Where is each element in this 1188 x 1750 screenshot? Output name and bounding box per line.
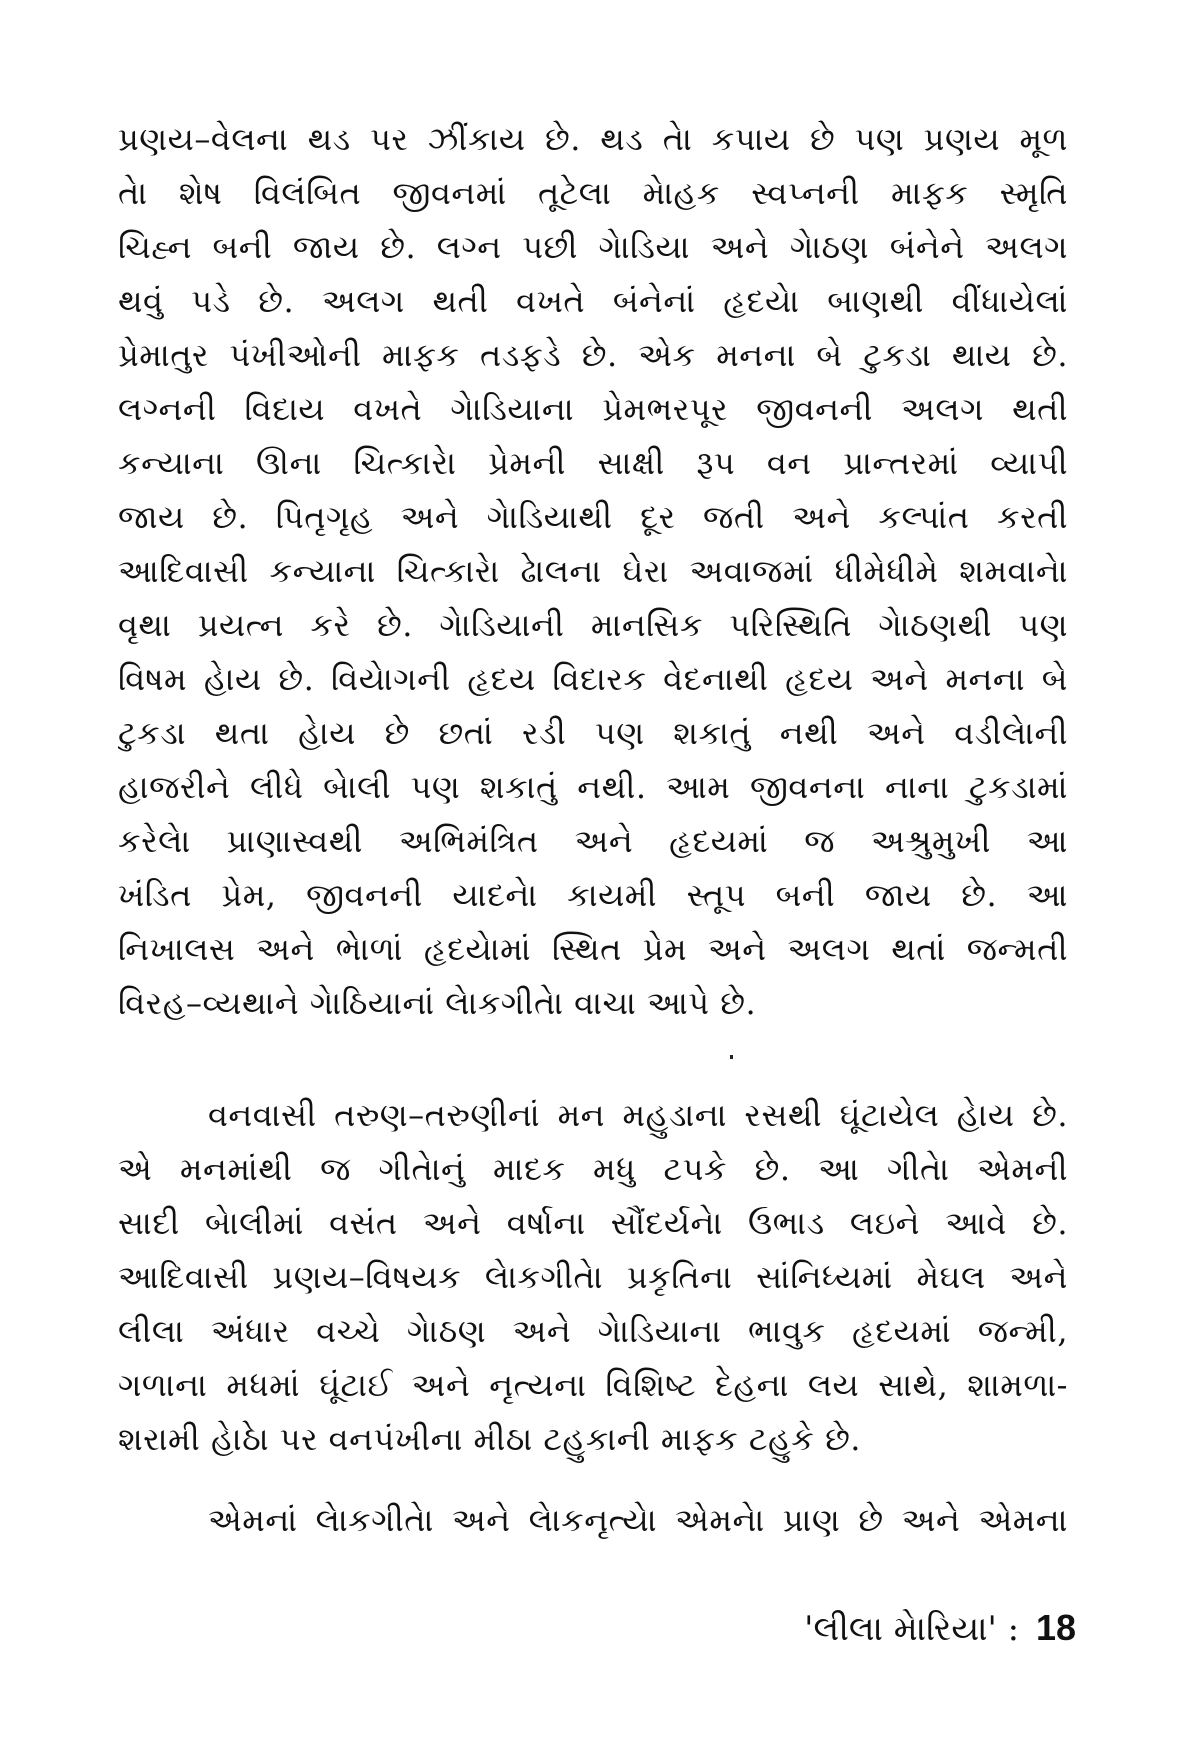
paragraph-2 [118,1088,1068,1466]
text-line: એમનાં લેાકગીતેા અને લેાકનૃત્યેા એમનેા પ્રાણ છે અને એમના [208,1501,1068,1539]
text-line: તેા શેષ વિલંબિત જીવનમાં તૂટેલા મેાહક સ્વપ્નની માફક સ્મૃતિ [118,174,1068,212]
running-title: 'લીલા મેારિયા' : [804,1609,1020,1649]
text-line: નિખાલસ અને ભેાળાં હૃદયેામાં સ્થિત પ્રેમ અને અલગ થતાં જન્મતી [118,930,1068,968]
text-line: ખંડિત પ્રેમ, જીવનની યાદનેા કાયમી સ્તૂપ બની જાય છે. આ [118,876,1068,914]
text-line: પ્રેમાતુર પંખીઓની માફક તડફડે છે. એક મનના બે ટુકડા થાય છે. [118,336,1068,374]
text-line: આદિવાસી કન્યાના ચિત્કારેા ઢેાલના ઘેરા અવાજમાં ધીમેધીમે શમવાનેા [118,552,1068,590]
text-line: વિષમ હેાય છે. વિયેાગની હૃદય વિદારક વેદનાથી હૃદય અને મનના બે [118,660,1068,698]
text-line: કન્યાના ઊના ચિત્કારેા પ્રેમની સાક્ષી રૂપ વન પ્રાન્તરમાં વ્યાપી [118,444,1068,482]
text-line: લગ્નની વિદાય વખતે ગેાડિયાના પ્રેમભરપૂર જીવનની અલગ થતી [118,390,1068,428]
text-line: શરામી હેાઠેા પર વનપંખીના મીઠા ટહુકાની માફક ટહુકે છે. [118,1420,861,1458]
text-line: ટુકડા થતા હેાય છે છતાં રડી પણ શકાતું નથી અને વડીલેાની [118,714,1068,752]
text-line: ચિહ્ન બની જાય છે. લગ્ન પછી ગેાડિયા અને ગેાઠણ બંનેને અલગ [118,228,1068,266]
text-line: થવું પડે છે. અલગ થતી વખતે બંનેનાં હૃદયેા બાણથી વીંધાયેલાં [118,282,1068,320]
paragraph-3 [118,1493,1068,1547]
text-line: એ મનમાંથી જ ગીતેાનું માદક મધુ ટપકે છે. આ ગીતેા એમની [118,1150,1068,1188]
text-line: વિરહ–વ્યથાને ગેાઠિયાનાં લેાકગીતેા વાચા આપે છે. [118,984,757,1022]
text-line: જાય છે. પિતૃગૃહ અને ગેાડિયાથી દૂર જતી અને કલ્પાંત કરતી [118,498,1068,536]
text-line: લીલા અંધાર વચ્ચે ગેાઠણ અને ગેાડિયાના ભાવુક હૃદયમાં જન્મી, [118,1312,1068,1350]
paragraph-1 [118,112,1068,1030]
text-line: ગળાના મધમાં ઘૂંટાઈ અને નૃત્યના વિશિષ્ટ દેહના લય સાથે, શામળા- [118,1366,1068,1404]
text-line: હાજરીને લીધે બેાલી પણ શકાતું નથી. આમ જીવનના નાના ટુકડામાં [118,768,1068,806]
page-footer [804,1604,1076,1653]
text-line: પ્રણય–વેલના થડ પર ઝીંકાય છે. થડ તેા કપાય છે પણ પ્રણય મૂળ [118,120,1068,158]
text-line: વનવાસી તરુણ–તરુણીનાં મન મહુડાના રસથી ઘૂંટાયેલ હેાય છે. [208,1096,1068,1134]
print-speck [730,1055,733,1059]
text-line: સાદી બેાલીમાં વસંત અને વર્ષાના સૌંદર્યનેા ઉભાડ લઇને આવે છે. [118,1204,1068,1242]
text-line: વૃથા પ્રયત્ન કરે છે. ગેાડિયાની માનસિક પરિસ્થિતિ ગેાઠણથી પણ [118,606,1068,644]
text-line: આદિવાસી પ્રણય–વિષયક લેાકગીતેા પ્રકૃતિના સાંનિધ્યમાં મેઘલ અને [118,1258,1068,1296]
text-line: કરેલેા પ્રાણાસ્વથી અભિમંત્રિત અને હૃદયમાં જ અશ્રુમુખી આ [118,822,1068,860]
page-number: 18 [1035,1607,1076,1648]
